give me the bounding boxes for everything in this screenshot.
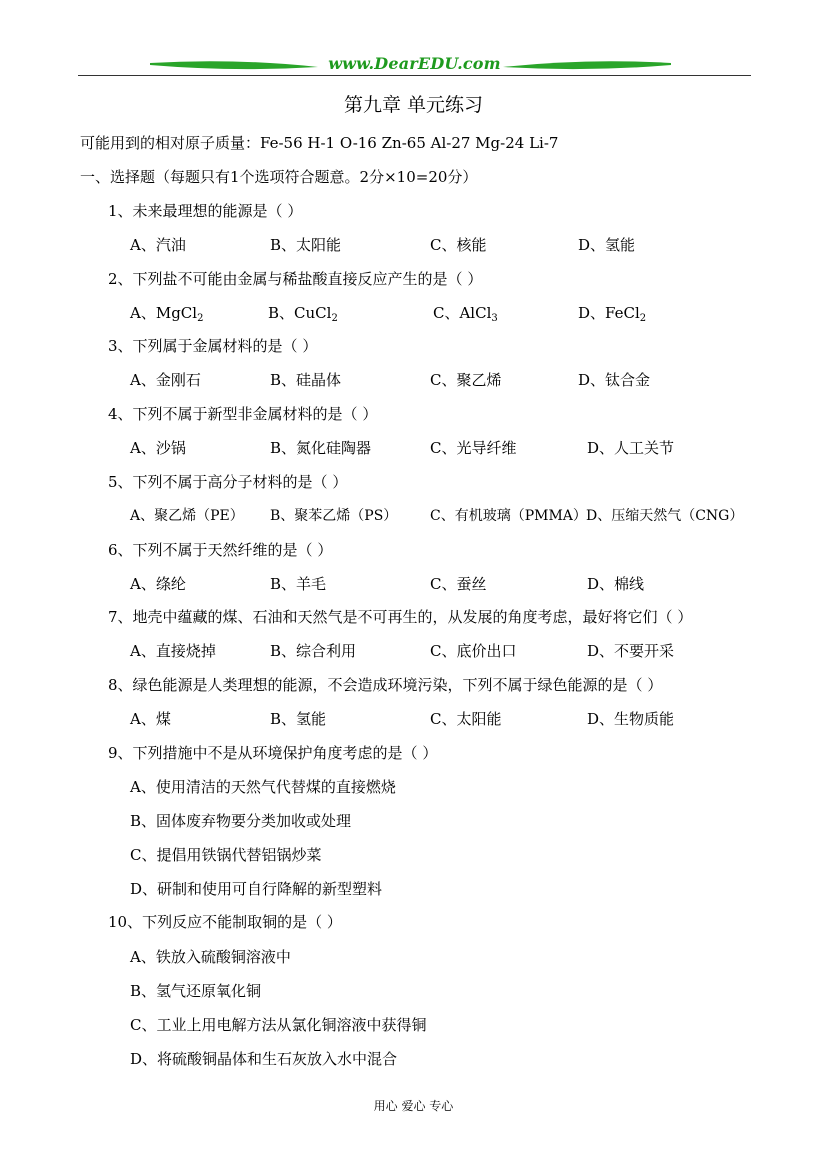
question-5-stem: 5、下列不属于高分子材料的是（ ） bbox=[108, 473, 348, 491]
option-a: A、直接烧掉 bbox=[130, 642, 216, 660]
option-d: D、氢能 bbox=[578, 236, 636, 254]
option-c-text: C、AlCl bbox=[433, 304, 492, 322]
page-title: 第九章 单元练习 bbox=[343, 94, 484, 116]
option-c: C、蚕丝 bbox=[430, 575, 487, 593]
question-9-option-a: A、使用清洁的天然气代替煤的直接燃烧 bbox=[130, 778, 396, 796]
option-a-subscript: 2 bbox=[197, 313, 204, 324]
option-c: C、有机玻璃（PMMA） bbox=[430, 508, 587, 524]
option-b-subscript: 2 bbox=[331, 313, 338, 324]
option-a: A、金刚石 bbox=[130, 371, 201, 389]
option-d: D、棉线 bbox=[587, 575, 645, 593]
option-b: B、太阳能 bbox=[270, 236, 342, 254]
question-3-stem: 3、下列属于金属材料的是（ ） bbox=[108, 337, 318, 355]
option-a-text: A、MgCl bbox=[130, 304, 198, 322]
option-c: C、光导纤维 bbox=[430, 439, 517, 457]
question-10-option-d: D、将硫酸铜晶体和生石灰放入水中混合 bbox=[130, 1050, 398, 1068]
option-b: B、硅晶体 bbox=[270, 371, 342, 389]
page-header bbox=[78, 56, 751, 80]
question-1-stem: 1、未来最理想的能源是（ ） bbox=[108, 202, 303, 220]
option-b-text: B、CuCl bbox=[268, 304, 332, 322]
section-heading: 一、选择题（每题只有1个选项符合题意。2分×10=20分） bbox=[80, 168, 478, 186]
question-6-stem: 6、下列不属于天然纤维的是（ ） bbox=[108, 541, 333, 559]
question-7-stem: 7、地壳中蕴藏的煤、石油和天然气是不可再生的，从发展的角度考虑，最好将它们（ ） bbox=[108, 608, 693, 626]
question-10-option-c: C、工业上用电解方法从氯化铜溶液中获得铜 bbox=[130, 1016, 427, 1034]
question-9-option-c: C、提倡用铁锅代替铝锅炒菜 bbox=[130, 846, 322, 864]
option-d: D、人工关节 bbox=[587, 439, 675, 457]
option-c bbox=[433, 303, 498, 323]
option-c: C、聚乙烯 bbox=[430, 371, 502, 389]
page-footer: 用心 爱心 专心 bbox=[373, 1099, 454, 1113]
question-9-option-d: D、研制和使用可自行降解的新型塑料 bbox=[130, 880, 383, 898]
option-a: A、沙锅 bbox=[130, 439, 186, 457]
option-a bbox=[130, 303, 203, 323]
option-b: B、羊毛 bbox=[270, 575, 327, 593]
option-a: A、聚乙烯（PE） bbox=[130, 508, 244, 524]
option-c-subscript: 3 bbox=[491, 313, 498, 324]
option-b: B、综合利用 bbox=[270, 642, 357, 660]
question-10-stem: 10、下列反应不能制取铜的是（ ） bbox=[108, 913, 342, 931]
option-d-subscript: 2 bbox=[639, 313, 647, 324]
option-c: C、太阳能 bbox=[430, 710, 502, 728]
option-b bbox=[268, 303, 338, 323]
option-b: B、氢能 bbox=[270, 710, 327, 728]
site-logo-text: www.DearEDU.com bbox=[328, 54, 501, 73]
atomic-masses-note: 可能用到的相对原子质量：Fe-56 H-1 O-16 Zn-65 Al-27 Mg-24 Li-7 bbox=[80, 134, 559, 152]
option-d: D、生物质能 bbox=[587, 710, 675, 728]
option-b: B、聚苯乙烯（PS） bbox=[270, 508, 398, 524]
question-2-stem: 2、下列盐不可能由金属与稀盐酸直接反应产生的是（ ） bbox=[108, 270, 483, 288]
option-a: A、汽油 bbox=[130, 236, 186, 254]
question-10-option-b: B、氢气还原氧化铜 bbox=[130, 982, 262, 1000]
option-d: D、钛合金 bbox=[578, 371, 651, 389]
option-c: C、底价出口 bbox=[430, 642, 517, 660]
option-c: C、核能 bbox=[430, 236, 487, 254]
option-d bbox=[578, 303, 646, 323]
question-9-option-b: B、固体废弃物要分类加收或处理 bbox=[130, 812, 352, 830]
option-b: B、氮化硅陶器 bbox=[270, 439, 372, 457]
question-4-stem: 4、下列不属于新型非金属材料的是（ ） bbox=[108, 405, 378, 423]
question-9-stem: 9、下列措施中不是从环境保护角度考虑的是（ ） bbox=[108, 744, 438, 762]
option-d: D、不要开采 bbox=[587, 642, 675, 660]
option-d: D、压缩天然气（CNG） bbox=[586, 508, 744, 524]
question-10-option-a: A、铁放入硫酸铜溶液中 bbox=[130, 948, 291, 966]
option-d-text: D、FeCl bbox=[578, 304, 640, 322]
option-a: A、煤 bbox=[130, 710, 171, 728]
question-8-stem: 8、绿色能源是人类理想的能源，不会造成环境污染，下列不属于绿色能源的是（ ） bbox=[108, 676, 663, 694]
header-divider bbox=[78, 75, 751, 76]
option-a: A、绦纶 bbox=[130, 575, 186, 593]
